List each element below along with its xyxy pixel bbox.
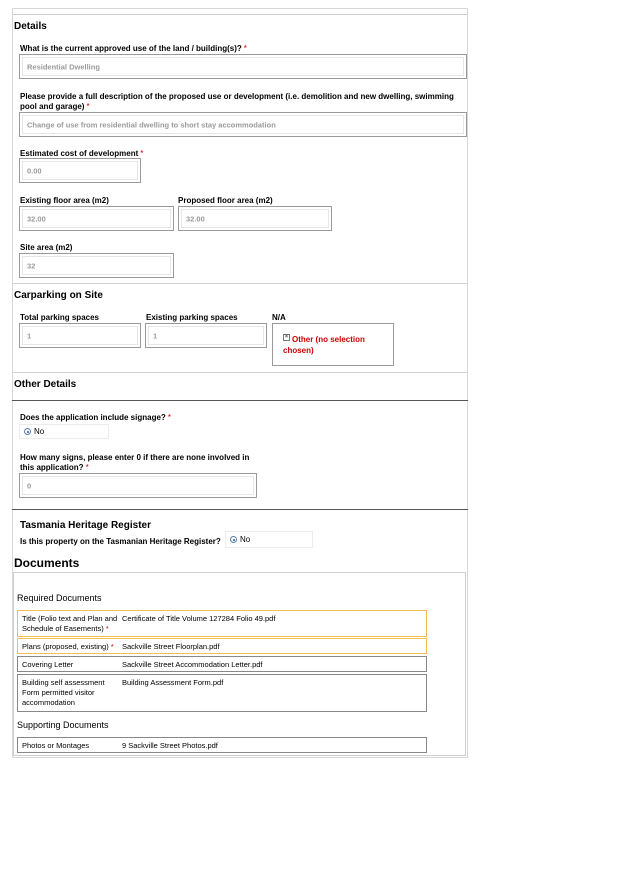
description-label: Please provide a full description of the proposed use or development (i.e. demolition and new dwelling, swimming pool and garage) * (20, 92, 454, 111)
existing-floor-field[interactable]: 32.00 (19, 206, 174, 231)
total-parking-field[interactable]: 1 (19, 323, 141, 348)
document-name: Covering Letter (22, 660, 74, 669)
existing-parking-label: Existing parking spaces (146, 313, 238, 322)
document-file: 9 Sackville Street Photos.pdf (122, 741, 218, 750)
na-label: N/A (272, 313, 286, 322)
proposed-floor-label: Proposed floor area (m2) (178, 196, 273, 205)
divider (12, 400, 468, 401)
document-file: Sackville Street Floorplan.pdf (122, 642, 220, 651)
carparking-title: Carparking on Site (14, 290, 103, 301)
divider (12, 509, 468, 510)
radio-selected-icon (230, 536, 237, 543)
top-divider (12, 14, 468, 15)
total-parking-label: Total parking spaces (20, 313, 99, 322)
site-area-label: Site area (m2) (20, 243, 73, 252)
description-field[interactable]: Change of use from residential dwelling to short stay accommodation (19, 112, 467, 137)
existing-parking-field[interactable]: 1 (145, 323, 267, 348)
supporting-documents-title: Supporting Documents (17, 720, 109, 730)
na-selection: × Other (no selection chosen) (283, 334, 365, 355)
document-name: Building self assessment Form permitted visitor accommodation (22, 678, 105, 707)
heritage-radio[interactable]: No (225, 531, 313, 548)
divider (12, 283, 468, 284)
signs-count-field[interactable]: 0 (19, 473, 257, 498)
document-name: Plans (proposed, existing) * (22, 642, 114, 651)
other-details-title: Other Details (14, 379, 77, 390)
table-row[interactable] (17, 610, 427, 637)
cost-field[interactable]: 0.00 (19, 158, 141, 183)
document-file: Certificate of Title Volume 127284 Folio 49.pdf (122, 614, 276, 623)
heritage-title: Tasmania Heritage Register (20, 520, 151, 531)
signs-count-label: How many signs, please enter 0 if there are none involved in this application? * (20, 453, 250, 472)
checkbox-x-icon: × (284, 334, 289, 340)
signage-label: Does the application include signage? * (20, 413, 171, 422)
table-row[interactable] (17, 674, 427, 712)
details-title: Details (14, 21, 47, 32)
table-row[interactable] (17, 737, 427, 753)
current-use-field[interactable]: Residential Dwelling (19, 54, 467, 79)
table-row[interactable] (17, 656, 427, 672)
document-file: Sackville Street Accommodation Letter.pdf (122, 660, 263, 669)
document-name: Title (Folio text and Plan and Schedule of Easements) * (22, 614, 118, 633)
radio-selected-icon (24, 428, 31, 435)
current-use-label: What is the current approved use of the land / building(s)? * (20, 44, 247, 53)
site-area-field[interactable]: 32 (19, 253, 174, 278)
proposed-floor-field[interactable]: 32.00 (178, 206, 332, 231)
na-selection-box[interactable] (272, 323, 394, 366)
existing-floor-label: Existing floor area (m2) (20, 196, 109, 205)
signage-radio[interactable]: No (19, 424, 109, 439)
cost-label: Estimated cost of development * (20, 149, 144, 158)
documents-title: Documents (14, 556, 80, 570)
divider (12, 372, 468, 373)
document-name: Photos or Montages (22, 741, 90, 750)
document-file: Building Assessment Form.pdf (122, 678, 224, 687)
required-documents-title: Required Documents (17, 593, 102, 603)
heritage-question: Is this property on the Tasmanian Heritage Register? (20, 537, 221, 546)
table-row[interactable] (17, 638, 427, 654)
